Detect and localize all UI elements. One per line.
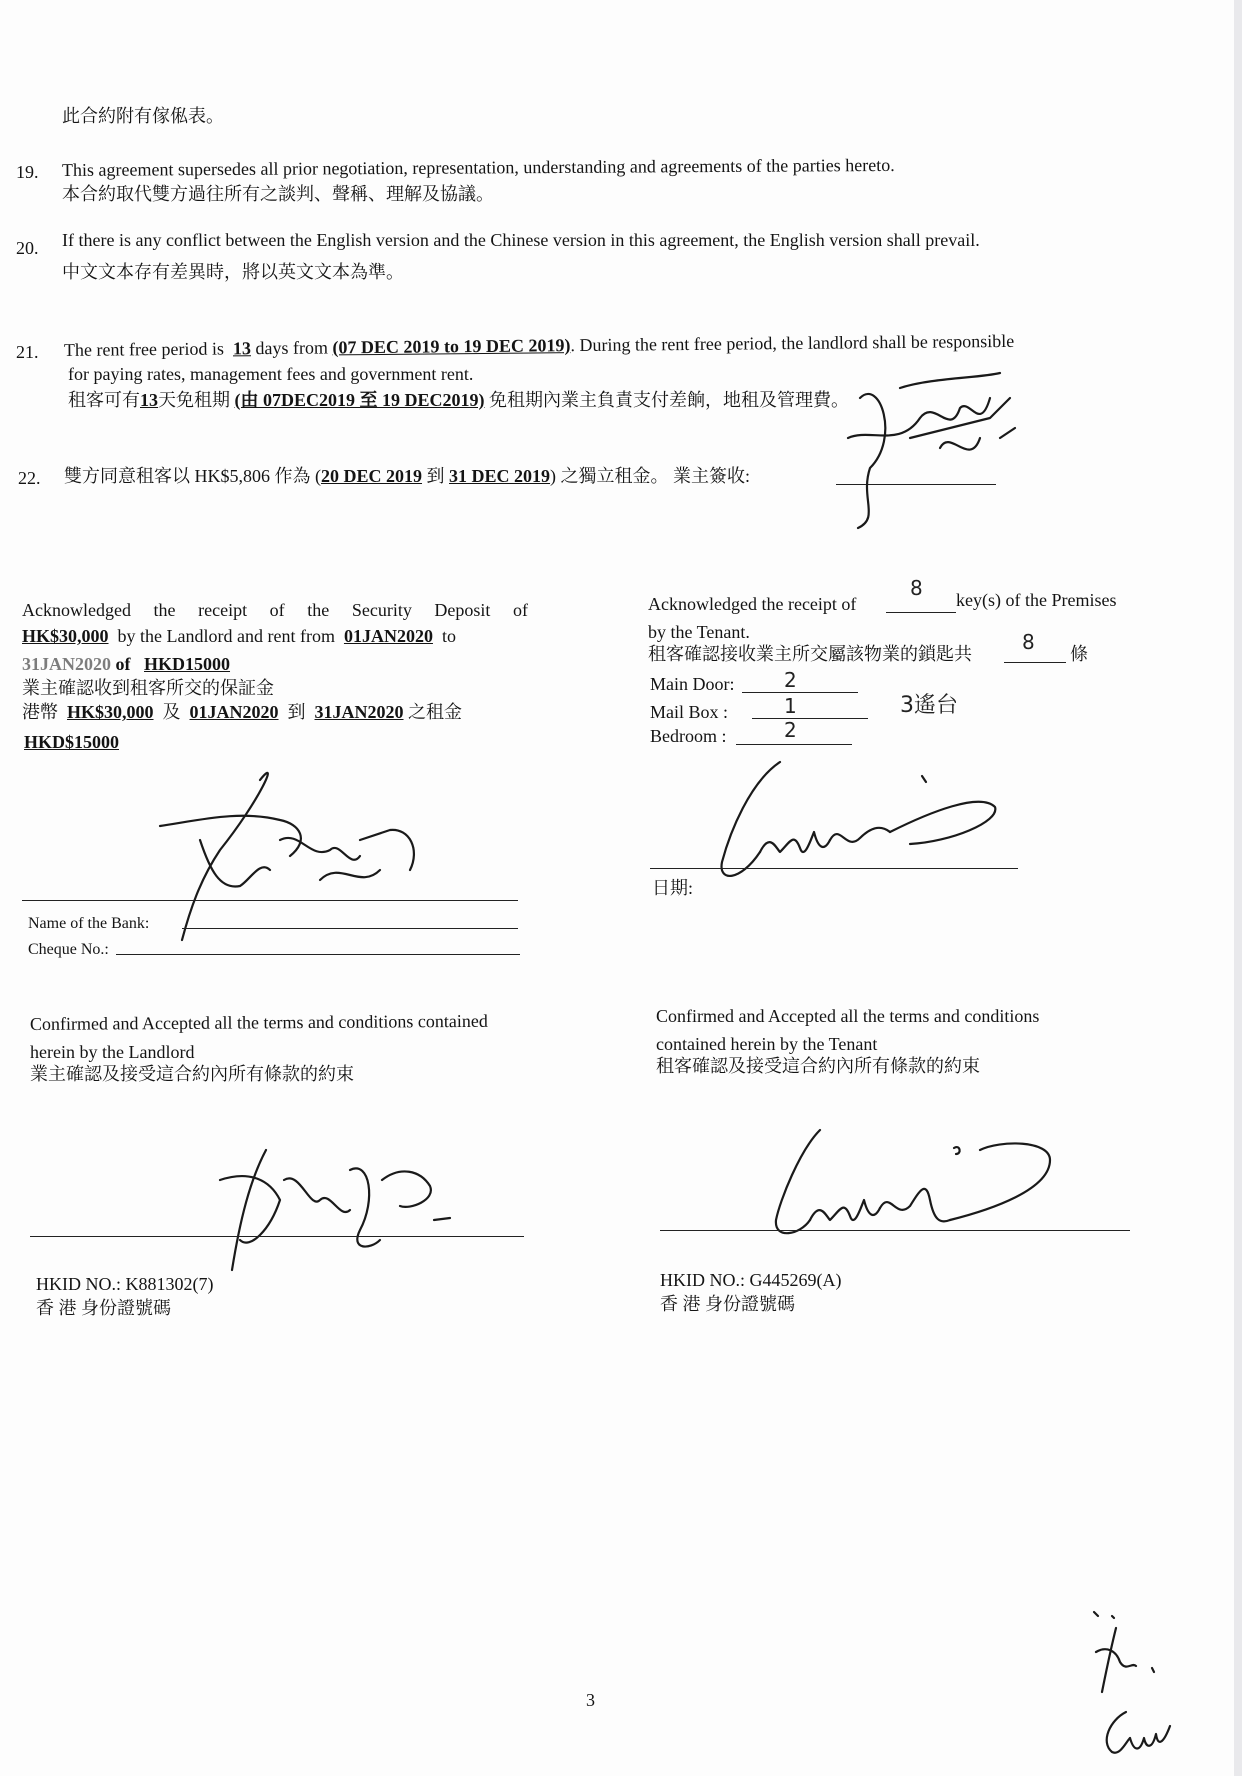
keys-line-1: Acknowledged the receipt of (648, 594, 857, 614)
clause-20-number: 20. (16, 238, 39, 258)
tenant-confirm-line-2: contained herein by the Tenant (656, 1034, 878, 1054)
mail-box-label: Mail Box : (650, 702, 729, 722)
page-number: 3 (586, 1690, 595, 1710)
tenant-confirm-line-1: Confirmed and Accepted all the terms and conditions (656, 1006, 1040, 1026)
clause-22-number: 22. (18, 468, 41, 488)
date-label: 日期: (652, 878, 694, 898)
landlord-confirm-zh: 業主確認及接受這合約內所有條款的約束 (30, 1064, 354, 1084)
keys-line-2: by the Tenant. (648, 622, 750, 642)
cheque-number-label: Cheque No.: (28, 941, 109, 958)
handwritten-note: 3遙台 (900, 693, 958, 718)
deposit-line-2: HK$30,000 by the Landlord and rent from 01JAN2020 to (22, 626, 456, 646)
deposit-signature-line (22, 900, 518, 901)
bank-name-line (182, 928, 518, 929)
cheque-number-line (116, 954, 520, 955)
clause-19-number: 19. (16, 162, 39, 182)
clause-22-text: 雙方同意租客以 HK$5,806 作為 (20 DEC 2019 到 31 DEC 2019) 之獨立租金。 業主簽收: (64, 466, 751, 486)
rent-free-days: 13 (232, 338, 252, 359)
deposit-zh-3-amount: HKD$15000 (24, 732, 120, 752)
tenant-confirm-zh: 租客確認及接受這合約內所有條款的約束 (656, 1056, 980, 1076)
tenant-signature-line (660, 1230, 1130, 1231)
bedroom-label: Bedroom : (650, 726, 727, 746)
main-door-count: 2 (784, 668, 797, 692)
main-door-label: Main Door: (650, 674, 735, 694)
landlord-confirm-line-2: herein by the Landlord (30, 1042, 195, 1062)
bedroom-count: 2 (784, 718, 797, 742)
keys-zh: 租客確認接收業主所交屬該物業的鎖匙共 (648, 644, 972, 664)
clause-19-zh: 本合約取代雙方過往所有之談判、聲稱、理解及協議。 (62, 184, 494, 204)
furniture-note: 此合約附有傢俬表。 (62, 106, 224, 126)
landlord-confirm-line-1: Confirmed and Accepted all the terms and conditions contained (29, 1010, 488, 1034)
keys-count-line (886, 612, 956, 613)
mail-box-line (752, 718, 868, 719)
keys-zh-count-line (1004, 662, 1066, 663)
main-door-line (742, 692, 858, 693)
page-edge (1234, 0, 1242, 1776)
clause-21-zh: 租客可有13天免租期 (由 07DEC2019 至 19 DEC2019) 免租期內業主負責支付差餉，地租及管理費。 (68, 390, 849, 410)
clause-19-en: This agreement supersedes all prior negotiation, representation, understanding and agreements of the parties hereto. (61, 154, 895, 180)
clause-21-number: 21. (16, 342, 39, 362)
clause-20-en: If there is any conflict between the English version and the Chinese version in this agreement, the English version shall prevail. (62, 230, 980, 250)
deposit-line-3: 31JAN2020 of HKD15000 (22, 654, 231, 674)
mail-box-count: 1 (784, 694, 797, 718)
landlord-hkid: HKID NO.: K881302(7) (36, 1274, 214, 1294)
tenant-hkid-zh: 香 港 身份證號碼 (660, 1294, 795, 1314)
landlord-signature-deposit (160, 760, 430, 950)
clause-21-line2: for paying rates, management fees and government rent. (68, 364, 474, 384)
corner-initials (1086, 1602, 1196, 1762)
keys-count: 8 (910, 576, 923, 600)
clause-20-zh: 中文文本存有差異時，將以英文文本為準。 (62, 262, 404, 282)
keys-signature-line (650, 868, 1018, 869)
deposit-zh-2: 港幣 HK$30,000 及 01JAN2020 到 31JAN2020 之租金 (22, 702, 463, 722)
landlord-signature-confirm (200, 1140, 460, 1280)
keys-zh-unit: 條 (1070, 644, 1088, 664)
keys-zh-count: 8 (1022, 630, 1035, 654)
landlord-hkid-zh: 香 港 身份證號碼 (36, 1298, 171, 1318)
tenant-hkid: HKID NO.: G445269(A) (660, 1270, 842, 1290)
tenant-signature-keys (710, 752, 1010, 892)
clause-21-line1: The rent free period is 13 days from (07 DEC 2019 to 19 DEC 2019). During the rent free period, the landlord shall be responsible (63, 330, 1015, 360)
landlord-signature-clause-22 (840, 378, 1020, 538)
bank-name-label: Name of the Bank: (28, 915, 150, 932)
landlord-signature-line (30, 1236, 524, 1237)
rent-free-period: (07 DEC 2019 to 19 DEC 2019) (332, 335, 571, 358)
keys-line-1-end: key(s) of the Premises (956, 590, 1117, 610)
deposit-line-1: Acknowledged the receipt of the Security Deposit of (22, 600, 528, 620)
bedroom-line (736, 744, 852, 745)
deposit-zh-1: 業主確認收到租客所交的保証金 (22, 678, 274, 698)
